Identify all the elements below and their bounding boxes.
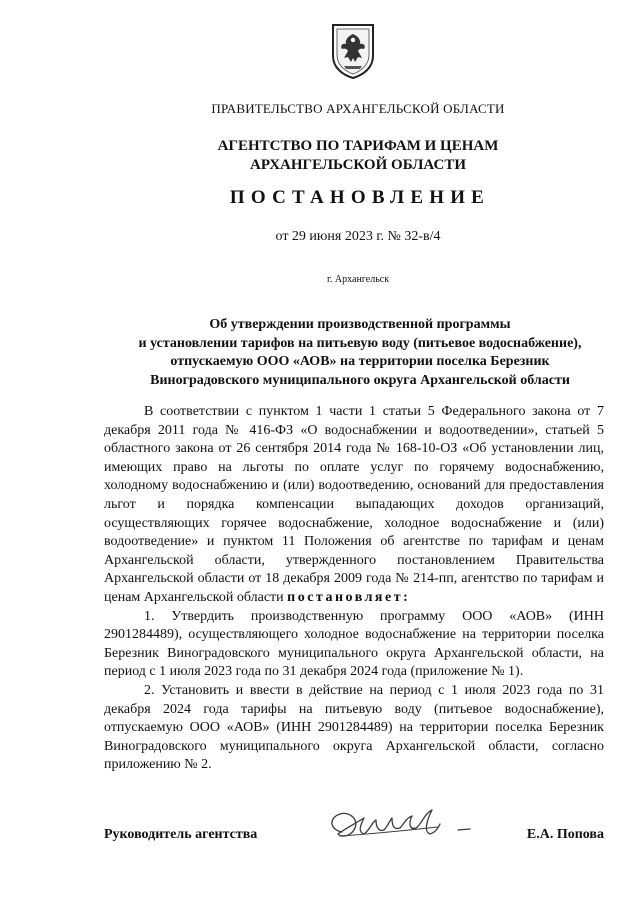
clause-1: 1. Утвердить производственную программу ООО «АОВ» (ИНН 2901284489), осуществляющего холодное водоснабжение на территории поселка Березник Виноградовского муниципального округа Архангельской области, на период с 1 июля 2023 года по 31 декабря 2024 года (приложение № 1). xyxy=(104,608,604,680)
clause-2: 2. Установить и ввести в действие на период с 1 июля 2023 года по 31 декабря 2024 года тарифы на питьевую воду (питьевое водоснабжение), отпускаемую ООО «АОВ» (ИНН 2901284489) на территории поселка Березник Виноградовского муниципального округа Архангельской области, согласно приложению № 2. xyxy=(104,682,604,773)
subject-line4: Виноградовского муниципального округа Архангельской области xyxy=(150,372,570,388)
agency-name-line1: АГЕНТСТВО ПО ТАРИФАМ И ЦЕНАМ xyxy=(217,138,499,154)
preamble-paragraph xyxy=(104,403,604,608)
signatory-name: Е.А. Попова xyxy=(526,827,604,842)
document-subject xyxy=(100,316,620,390)
signatory-position: Руководитель агентства xyxy=(104,827,258,842)
document-number: от 29 июня 2023 г. № 32-в/4 xyxy=(275,229,441,244)
agency-name-line2: АРХАНГЕЛЬСКОЙ ОБЛАСТИ xyxy=(250,157,466,173)
document-body xyxy=(104,403,604,775)
subject-line3: отпускаемую ООО «АОВ» на территории поселка Березник xyxy=(170,354,550,369)
document-type-title: ПОСТАНОВЛЕНИЕ xyxy=(229,187,491,208)
subject-line1: Об утверждении производственной программы xyxy=(209,317,511,332)
issue-city: г. Архангельск xyxy=(326,274,390,285)
preamble-text: В соответствии с пунктом 1 части 1 статьи 5 Федерального закона от 7 декабря 2011 года № 416-ФЗ «О водоснабжении и водоотведении», статьей 5 областного закона от 26 сентября 2014 года № 168-10-ОЗ «Об установлении лиц, имеющих право на льготы по оплате услуг по горячему водоснабжению, холодному водоснабжению и (или) водоотведению, оснований для предоставления льгот и порядка компенсации выпадающих доходов организаций, осуществляющих горячее водоснабжение, холодное водоснабжение и (или) водоотведение» и пунктом 11 Положения об агентстве по тарифам и ценам Архангельской области, утвержденного постановлением Правительства Архангельской области от 18 декабря 2009 года № 214-пп, агентство по тарифам и ценам Архангельской области xyxy=(104,404,604,605)
agency-name xyxy=(38,137,640,175)
coat-of-arms-icon xyxy=(330,22,376,80)
decree-word: постановляет: xyxy=(287,589,411,605)
subject-line2: и установлении тарифов на питьевую воду (питьевое водоснабжение), xyxy=(138,335,582,351)
government-name: ПРАВИТЕЛЬСТВО АРХАНГЕЛЬСКОЙ ОБЛАСТИ xyxy=(211,101,505,116)
signature-block xyxy=(104,827,604,847)
